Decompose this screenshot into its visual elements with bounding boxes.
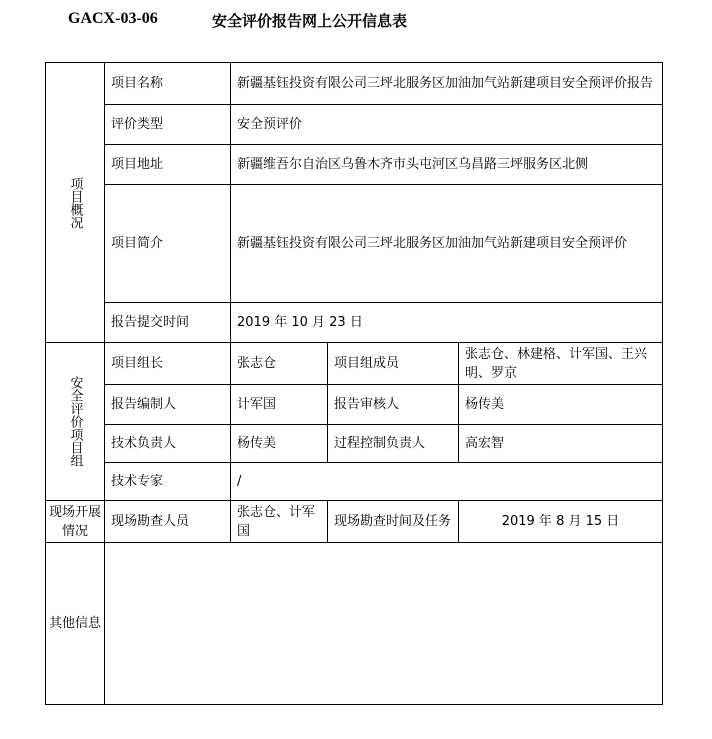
value-other-info (105, 543, 663, 705)
section-other: 其他信息 (46, 543, 105, 705)
value-submit-time: 2019 年 10 月 23 日 (231, 303, 663, 343)
value-group-leader: 张志仓 (231, 343, 328, 385)
row-technical-expert (46, 463, 663, 501)
value-process-control-lead: 高宏智 (459, 425, 663, 463)
label-technical-lead: 技术负责人 (105, 425, 231, 463)
value-survey-time: 2019 年 8 月 15 日 (459, 501, 663, 543)
row-project-intro (46, 185, 663, 303)
row-other-info (46, 543, 663, 705)
row-project-name (46, 63, 663, 105)
form-title: 安全评价报告网上公开信息表 (212, 12, 408, 30)
value-group-members: 张志仓、林建格、计军国、王兴明、罗京 (459, 343, 663, 385)
value-site-surveyors: 张志仓、计军国 (231, 501, 328, 543)
label-project-intro: 项目简介 (105, 185, 231, 303)
label-technical-expert: 技术专家 (105, 463, 231, 501)
label-site-surveyors: 现场勘查人员 (105, 501, 231, 543)
section-site: 现场开展情况 (46, 501, 105, 543)
label-project-name: 项目名称 (105, 63, 231, 105)
row-project-address (46, 145, 663, 185)
label-group-members: 项目组成员 (328, 343, 459, 385)
value-report-reviewer: 杨传美 (459, 385, 663, 425)
section-overview: 项目概况 (46, 63, 105, 343)
form-header (0, 0, 712, 50)
info-table (45, 62, 663, 705)
row-evaluation-type (46, 105, 663, 145)
row-report-author (46, 385, 663, 425)
value-evaluation-type: 安全预评价 (231, 105, 663, 145)
value-project-address: 新疆维吾尔自治区乌鲁木齐市头屯河区乌昌路三坪服务区北侧 (231, 145, 663, 185)
section-group: 安全评价项目组 (46, 343, 105, 501)
form-code: GACX-03-06 (68, 10, 158, 27)
label-report-reviewer: 报告审核人 (328, 385, 459, 425)
value-project-intro: 新疆基钰投资有限公司三坪北服务区加油加气站新建项目安全预评价 (231, 185, 663, 303)
label-report-author: 报告编制人 (105, 385, 231, 425)
label-project-address: 项目地址 (105, 145, 231, 185)
label-process-control-lead: 过程控制负责人 (328, 425, 459, 463)
value-technical-lead: 杨传美 (231, 425, 328, 463)
row-technical-lead (46, 425, 663, 463)
value-technical-expert: / (231, 463, 663, 501)
label-group-leader: 项目组长 (105, 343, 231, 385)
value-report-author: 计军国 (231, 385, 328, 425)
row-group-leader (46, 343, 663, 385)
label-survey-time: 现场勘查时间及任务 (328, 501, 459, 543)
row-submit-time (46, 303, 663, 343)
value-project-name: 新疆基钰投资有限公司三坪北服务区加油加气站新建项目安全预评价报告 (231, 63, 663, 105)
label-submit-time: 报告提交时间 (105, 303, 231, 343)
row-site-survey (46, 501, 663, 543)
label-evaluation-type: 评价类型 (105, 105, 231, 145)
